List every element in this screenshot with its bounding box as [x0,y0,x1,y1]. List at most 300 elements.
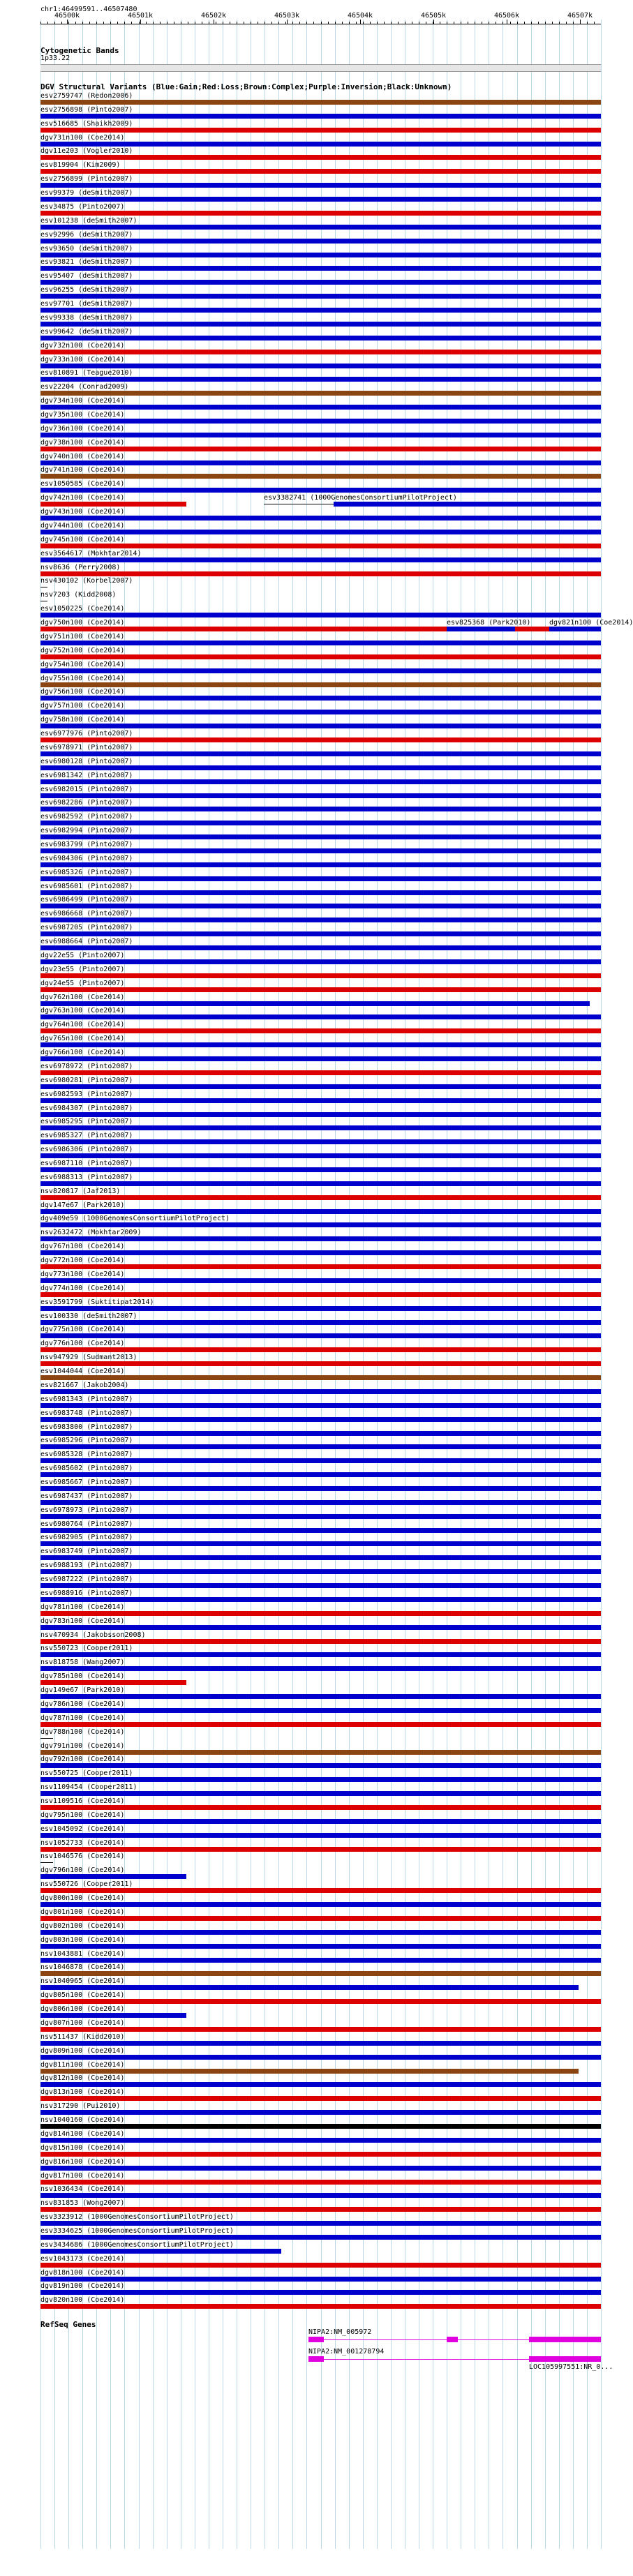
sv-label: esv6985328 (Pinto2007) [40,1451,133,1459]
sv-label: esv516685 (Shaikh2009) [40,119,133,128]
sv-label: nsv1052733 (Coe2014) [40,1839,125,1847]
sv-bar-loss[interactable] [40,2180,601,2185]
gene-label: NIPA2:NM_001278794 [308,2348,385,2356]
sv-label: esv1050225 (Coe2014) [40,605,125,613]
sv-bar-loss[interactable] [40,2263,601,2268]
sv-bar-gain[interactable] [40,862,601,867]
sv-bar-gain[interactable] [40,266,601,271]
sv-bar-gain[interactable] [40,1403,601,1408]
sv-bar-gain[interactable] [40,1791,601,1796]
sv-bar-gain[interactable] [40,918,601,922]
sv-label: dgv24e55 (Pinto2007) [40,979,125,987]
sv-bar-gain[interactable] [334,502,601,507]
sv-bar-gain[interactable] [40,460,601,465]
sv-bar-loss[interactable] [40,1292,601,1297]
sv-label: dgv732n100 (Coe2014) [40,341,125,350]
sv-bar-gain[interactable] [40,2166,601,2171]
sv-bar-loss[interactable] [40,447,601,451]
sv-bar-loss[interactable] [40,1195,601,1200]
sv-bar-gain[interactable] [40,2041,601,2046]
sv-bar-complex[interactable] [40,682,601,687]
coordinate-label: chr1:46499591..46507480 [40,6,137,13]
sv-bar-thin[interactable] [40,1862,53,1863]
sv-bar-loss[interactable] [40,155,601,160]
sv-label: esv92996 (deSmith2007) [40,230,133,239]
sv-label: nsv550725 (Cooper2011) [40,1769,133,1778]
sv-bar-gain[interactable] [40,1763,601,1768]
sv-bar-gain[interactable] [40,433,601,437]
sv-bar-gain[interactable] [40,225,601,230]
sv-bar-gain[interactable] [40,239,601,244]
ruler-tick-label: 46506k [493,12,520,20]
sv-bar-complex[interactable] [40,2069,579,2074]
sv-bar-gain[interactable] [40,516,601,521]
sv-label: esv3591799 (Suktitipat2014) [40,1298,154,1306]
sv-label: dgv817n100 (Coe2014) [40,2171,125,2180]
sv-label: esv810891 (Teague2010) [40,369,133,377]
sv-label: dgv734n100 (Coe2014) [40,397,125,405]
sv-bar-gain[interactable] [40,1500,601,1505]
sv-bar-gain[interactable] [40,751,601,756]
sv-label: esv6987437 (Pinto2007) [40,1492,133,1500]
sv-bar-gain[interactable] [40,1098,601,1103]
sv-bar-loss[interactable] [40,1070,601,1075]
sv-bar-loss[interactable] [40,2304,601,2309]
sv-bar-gain[interactable] [40,613,601,617]
sv-bar-loss[interactable] [40,571,601,576]
sv-bar-gain[interactable] [40,1333,601,1338]
sv-label: esv819904 (Kim2009) [40,161,121,170]
sv-label: nsv818758 (Wang2007) [40,1658,125,1667]
sv-label: esv1050585 (Coe2014) [40,480,125,488]
grid-line [601,20,602,2549]
sv-label: esv6988664 (Pinto2007) [40,938,133,946]
sv-bar-gain[interactable] [40,641,601,645]
sv-bar-loss[interactable] [40,987,601,992]
sv-label: dgv763n100 (Coe2014) [40,1007,125,1015]
sv-label: nsv947929 (Sudmant2013) [40,1354,137,1362]
sv-label: esv6985667 (Pinto2007) [40,1478,133,1486]
sv-bar-gain[interactable] [40,1306,601,1311]
sv-bar-loss[interactable] [40,1916,601,1921]
sv-bar-gain[interactable] [40,1486,601,1491]
sv-bar-gain[interactable] [40,308,601,313]
sv-bar-gain[interactable] [40,405,601,410]
sv-bar-loss[interactable] [40,169,601,174]
sv-bar-gain[interactable] [40,710,601,714]
sv-bar-gain[interactable] [40,1153,601,1158]
sv-label: dgv757n100 (Coe2014) [40,702,125,710]
sv-bar-gain[interactable] [40,1389,601,1394]
cytoband-label: 1p33.22 [40,54,70,62]
sv-bar-gain[interactable] [40,793,601,798]
sv-bar-gain[interactable] [40,1001,590,1006]
sv-label: esv95407 (deSmith2007) [40,272,133,280]
sv-label: esv6980764 (Pinto2007) [40,1520,133,1528]
sv-bar-complex[interactable] [40,391,601,396]
sv-label: esv6978972 (Pinto2007) [40,1062,133,1070]
sv-bar-gain[interactable] [40,2221,601,2226]
sv-bar-gain[interactable] [40,1958,601,1963]
sv-bar-gain[interactable] [40,1125,601,1130]
sv-label: dgv767n100 (Coe2014) [40,1243,125,1251]
sv-label: esv3323912 (1000GenomesConsortiumPilotProject) [40,2213,234,2222]
sv-bar-gain[interactable] [40,1014,601,1019]
sv-label: dgv744n100 (Coe2014) [40,521,125,530]
sv-bar-loss[interactable] [40,544,601,548]
sv-bar-gain[interactable] [40,1042,601,1047]
sv-bar-gain[interactable] [40,557,601,562]
sv-label: esv6987205 (Pinto2007) [40,924,133,932]
sv-label: esv6981342 (Pinto2007) [40,771,133,779]
sv-label: esv101238 (deSmith2007) [40,216,137,225]
sv-bar-gain[interactable] [40,2249,281,2254]
sv-bar-gain[interactable] [40,336,601,340]
sv-label: dgv147e67 (Park2010) [40,1201,125,1209]
sv-label: esv93821 (deSmith2007) [40,258,133,267]
sv-label: esv6983749 (Pinto2007) [40,1548,133,1556]
ruler-tick-label: 46500k [54,12,80,20]
sv-bar-gain[interactable] [40,1417,601,1422]
sv-bar-gain[interactable] [40,959,601,964]
sv-bar-loss[interactable] [40,973,601,978]
sv-bar-gain[interactable] [40,1902,601,1907]
sv-label: nsv550723 (Cooper2011) [40,1645,133,1653]
sv-label: nsv511437 (Kidd2010) [40,2032,125,2041]
ruler-tick-label: 46504k [347,12,373,20]
sv-label: dgv11e203 (Vogler2010) [40,147,133,156]
ruler-tick-label: 46505k [420,12,447,20]
sv-bar-loss[interactable] [40,654,601,659]
sv-label: esv99642 (deSmith2007) [40,327,133,336]
sv-label: dgv766n100 (Coe2014) [40,1049,125,1057]
sv-label: nsv1036434 (Coe2014) [40,2185,125,2194]
sv-bar-gain[interactable] [40,1541,601,1546]
sv-bar-loss[interactable] [40,211,601,216]
sv-bar-loss[interactable] [40,1999,601,2004]
sv-bar-gain[interactable] [40,322,601,327]
sv-bar-gain[interactable] [40,2277,601,2282]
sv-bar-gain[interactable] [40,1320,601,1325]
sv-bar-gain[interactable] [40,1944,601,1949]
sv-bar-gain[interactable] [40,1583,601,1588]
gene-exon[interactable] [529,2356,601,2362]
sv-bar-gain[interactable] [40,377,601,382]
sv-label: esv6978973 (Pinto2007) [40,1506,133,1514]
sv-label: nsv550726 (Cooper2011) [40,1880,133,1889]
sv-label: dgv781n100 (Coe2014) [40,1603,125,1611]
sv-label: dgv805n100 (Coe2014) [40,1991,125,2000]
sv-bar-gain[interactable] [40,183,601,188]
sv-bar-gain[interactable] [40,1833,601,1838]
sv-bar-gain[interactable] [40,821,601,825]
sv-bar-gain[interactable] [40,724,601,728]
sv-label: dgv818n100 (Coe2014) [40,2268,125,2277]
sv-label: dgv773n100 (Coe2014) [40,1270,125,1278]
sv-label: dgv802n100 (Coe2014) [40,1922,125,1930]
sv-label: esv6985296 (Pinto2007) [40,1437,133,1445]
sv-bar-gain[interactable] [40,904,601,908]
sv-bar-loss[interactable] [40,1264,601,1269]
sv-label: esv821667 (Jakob2004) [40,1381,129,1389]
sv-label: nsv1046878 (Coe2014) [40,1963,125,1972]
sv-bar-gain[interactable] [40,114,601,119]
sv-label: esv34875 (Pinto2007) [40,202,125,211]
ruler [40,0,601,42]
sv-bar-gain[interactable] [447,627,515,631]
sv-bar-gain[interactable] [40,280,601,285]
ruler-tick-label: 46501k [127,12,154,20]
sv-bar-gain[interactable] [40,779,601,784]
sv-bar-gain[interactable] [40,2082,601,2087]
sv-bar-gain[interactable] [40,2055,601,2060]
sv-bar-gain[interactable] [40,834,601,839]
sv-label: nsv7203 (Kidd2008) [40,591,117,599]
sv-bar-gain[interactable] [40,931,601,936]
sv-bar-gain[interactable] [40,2138,601,2143]
sv-bar-gain[interactable] [40,1250,601,1255]
sv-label: nsv1046576 (Coe2014) [40,1852,125,1861]
sv-label: esv99379 (deSmith2007) [40,189,133,197]
sv-bar-gain[interactable] [40,253,601,257]
sv-bar-loss[interactable] [40,502,186,507]
sv-bar-loss[interactable] [40,2096,601,2101]
sv-bar-gain[interactable] [40,1666,601,1671]
sv-bar-gain[interactable] [40,530,601,534]
sv-bar-loss[interactable] [40,737,601,742]
sv-bar-gain[interactable] [40,1139,601,1144]
sv-label: dgv795n100 (Coe2014) [40,1811,125,1819]
sv-label: esv6985326 (Pinto2007) [40,868,133,876]
sv-label: dgv409e59 (1000GenomesConsortiumPilotProject) [40,1215,230,1223]
sv-bar-gain[interactable] [40,1458,601,1463]
sv-label: dgv149e67 (Park2010) [40,1686,125,1695]
sv-bar-gain[interactable] [40,1209,601,1214]
sv-bar-gain[interactable] [40,1528,601,1533]
sv-bar-gain[interactable] [40,1694,601,1699]
sv-label: esv6980281 (Pinto2007) [40,1076,133,1084]
sv-label: dgv742n100 (Coe2014) [40,494,125,502]
sv-bar-gain[interactable] [40,488,601,493]
sv-label: esv6985327 (Pinto2007) [40,1132,133,1140]
sv-bar-gain[interactable] [40,197,601,202]
sv-label: esv6982593 (Pinto2007) [40,1090,133,1098]
sv-label: nsv831853 (Wong2007) [40,2199,125,2208]
sv-bar-gain[interactable] [40,1084,601,1089]
sv-label: esv93650 (deSmith2007) [40,244,133,253]
sv-bar-loss[interactable] [40,128,601,133]
sv-bar-gain[interactable] [40,1985,579,1990]
sv-label: esv99338 (deSmith2007) [40,313,133,322]
sv-label: dgv801n100 (Coe2014) [40,1908,125,1916]
sv-bar-unknown[interactable] [40,2124,601,2129]
sv-label: dgv813n100 (Coe2014) [40,2088,125,2097]
sv-label: esv6988313 (Pinto2007) [40,1173,133,1181]
sv-label: dgv745n100 (Coe2014) [40,535,125,544]
sv-label: esv1043173 (Coe2014) [40,2254,125,2263]
sv-bar-gain[interactable] [40,1777,601,1782]
refseq-title: RefSeq Genes [40,2320,96,2330]
sv-label: dgv812n100 (Coe2014) [40,2074,125,2083]
sv-bar-loss[interactable] [40,1680,186,1685]
sv-label: esv6980128 (Pinto2007) [40,757,133,765]
sv-label: dgv806n100 (Coe2014) [40,2005,125,2014]
sv-bar-gain[interactable] [40,1930,601,1935]
gene-exon[interactable] [529,2337,601,2342]
sv-label: dgv791n100 (Coe2014) [40,1742,125,1750]
sv-bar-gain[interactable] [40,1625,601,1630]
sv-label: dgv819n100 (Coe2014) [40,2282,125,2291]
sv-label: esv6988916 (Pinto2007) [40,1589,133,1597]
sv-label: esv97701 (deSmith2007) [40,300,133,308]
sv-label: dgv816n100 (Coe2014) [40,2157,125,2166]
sv-bar-gain[interactable] [549,627,601,631]
sv-bar-gain[interactable] [40,142,601,147]
sv-bar-loss[interactable] [40,1347,601,1352]
sv-label: esv100330 (deSmith2007) [40,1312,137,1320]
sv-bar-complex[interactable] [40,1750,601,1755]
cytoband-bar[interactable] [40,64,601,72]
sv-bar-loss[interactable] [40,1805,601,1810]
sv-bar-loss[interactable] [40,1847,601,1852]
sv-label: esv6982905 (Pinto2007) [40,1534,133,1542]
sv-label: dgv755n100 (Coe2014) [40,674,125,682]
sv-bar-loss[interactable] [40,1611,601,1616]
sv-bar-gain[interactable] [40,294,601,299]
sv-bar-gain[interactable] [40,1444,601,1449]
sv-bar-gain[interactable] [40,1819,601,1824]
sv-bar-complex[interactable] [40,1971,601,1976]
sv-bar-gain[interactable] [40,1874,186,1879]
sv-label: esv3334625 (1000GenomesConsortiumPilotProject) [40,2226,234,2235]
gene-label: NIPA2:NM_005972 [308,2328,372,2337]
sv-label: dgv23e55 (Pinto2007) [40,965,125,973]
sv-bar-gain[interactable] [40,696,601,701]
ruler-tick-label: 46502k [200,12,227,20]
sv-bar-complex[interactable] [40,474,601,479]
sv-label: nsv1109516 (Coe2014) [40,1797,125,1805]
sv-bar-gain[interactable] [40,2193,601,2198]
sv-bar-loss[interactable] [40,2027,601,2032]
sv-bar-gain[interactable] [40,1514,601,1519]
gene-exon[interactable] [308,2337,324,2342]
sv-bar-gain[interactable] [40,2235,601,2240]
sv-bar-complex[interactable] [40,100,601,105]
sv-bar-gain[interactable] [40,945,601,950]
sv-bar-gain[interactable] [40,1167,601,1172]
ruler-tick-label: 46503k [274,12,300,20]
sv-label: esv6983799 (Pinto2007) [40,840,133,848]
sv-bar-loss[interactable] [40,2207,601,2212]
sv-label: dgv765n100 (Coe2014) [40,1035,125,1043]
sv-label: nsv1109454 (Cooper2011) [40,1783,137,1792]
sv-label: esv3382741 (1000GenomesConsortiumPilotProject) [264,494,457,502]
sv-label: esv6985295 (Pinto2007) [40,1118,133,1126]
sv-label: dgv803n100 (Coe2014) [40,1935,125,1944]
sv-bar-gain[interactable] [40,1056,601,1061]
sv-bar-gain[interactable] [40,1431,601,1436]
sv-bar-gain[interactable] [40,1708,601,1713]
sv-bar-gain[interactable] [40,807,601,811]
sv-bar-gain[interactable] [40,2110,601,2115]
sv-label: dgv788n100 (Coe2014) [40,1728,125,1736]
sv-label: dgv787n100 (Coe2014) [40,1714,125,1722]
sv-label: dgv783n100 (Coe2014) [40,1617,125,1625]
sv-bar-loss[interactable] [40,1361,601,1366]
sv-label: dgv807n100 (Coe2014) [40,2019,125,2027]
sv-bar-gain[interactable] [40,890,601,895]
sv-bar-gain[interactable] [40,1112,601,1117]
sv-bar-complex[interactable] [40,1375,601,1380]
sv-bar-gain[interactable] [40,1278,601,1283]
sv-bar-gain[interactable] [40,2013,186,2018]
sv-label: esv6984307 (Pinto2007) [40,1104,133,1112]
sv-bar-gain[interactable] [40,1597,601,1602]
sv-label: dgv776n100 (Coe2014) [40,1340,125,1348]
sv-bar-gain[interactable] [40,1222,601,1227]
sv-label: dgv762n100 (Coe2014) [40,993,125,1001]
sv-label: esv6988193 (Pinto2007) [40,1562,133,1570]
sv-label: esv1045092 (Coe2014) [40,1825,125,1833]
sv-label: dgv741n100 (Coe2014) [40,466,125,474]
sv-label: nsv2632472 (Mokhtar2009) [40,1229,142,1237]
sv-label: dgv792n100 (Coe2014) [40,1755,125,1764]
sv-label: esv22204 (Conrad2009) [40,383,129,391]
sv-bar-loss[interactable] [40,627,601,631]
sv-bar-loss[interactable] [40,1028,601,1033]
sv-bar-loss[interactable] [40,350,601,354]
sv-label: dgv751n100 (Coe2014) [40,632,125,641]
sv-label: nsv470934 (Jakobsson2008) [40,1631,146,1639]
gene-exon[interactable] [447,2337,458,2342]
sv-bar-loss[interactable] [40,1888,601,1893]
sv-label: nsv1040965 (Coe2014) [40,1977,125,1986]
sv-bar-gain[interactable] [40,848,601,853]
sv-bar-gain[interactable] [40,1569,601,1574]
sv-bar-gain[interactable] [40,1236,601,1241]
gene-label: LOC105997551:NR_0... [529,2363,613,2372]
sv-bar-gain[interactable] [40,364,601,368]
sv-label: esv6987110 (Pinto2007) [40,1159,133,1167]
sv-bar-gain[interactable] [40,1555,601,1560]
sv-bar-gain[interactable] [40,765,601,770]
sv-label: esv6978971 (Pinto2007) [40,743,133,751]
sv-bar-gain[interactable] [40,668,601,673]
sv-label: dgv754n100 (Coe2014) [40,660,125,668]
sv-label: esv6983748 (Pinto2007) [40,1409,133,1417]
sv-label: esv6985601 (Pinto2007) [40,882,133,890]
sv-bar-loss[interactable] [40,1722,601,1727]
sv-label: dgv736n100 (Coe2014) [40,424,125,433]
sv-label: dgv764n100 (Coe2014) [40,1021,125,1029]
sv-bar-gain[interactable] [40,876,601,881]
sv-bar-loss[interactable] [40,1639,601,1644]
cytoband-title: Cytogenetic Bands [40,46,119,55]
sv-bar-thin[interactable] [40,1738,53,1739]
sv-bar-gain[interactable] [40,1181,601,1186]
sv-label: nsv8636 (Perry2008) [40,563,121,571]
sv-bar-loss[interactable] [40,2152,601,2157]
sv-bar-gain[interactable] [40,419,601,424]
sv-label: esv6984306 (Pinto2007) [40,854,133,862]
gene-exon[interactable] [308,2356,324,2362]
sv-label: dgv796n100 (Coe2014) [40,1866,125,1875]
sv-bar-gain[interactable] [40,1472,601,1477]
sv-bar-gain[interactable] [40,1652,601,1657]
sv-label: dgv821n100 (Coe2014) [549,619,633,627]
sv-label: esv825368 (Park2010) [447,619,531,627]
sv-bar-gain[interactable] [40,2290,601,2295]
